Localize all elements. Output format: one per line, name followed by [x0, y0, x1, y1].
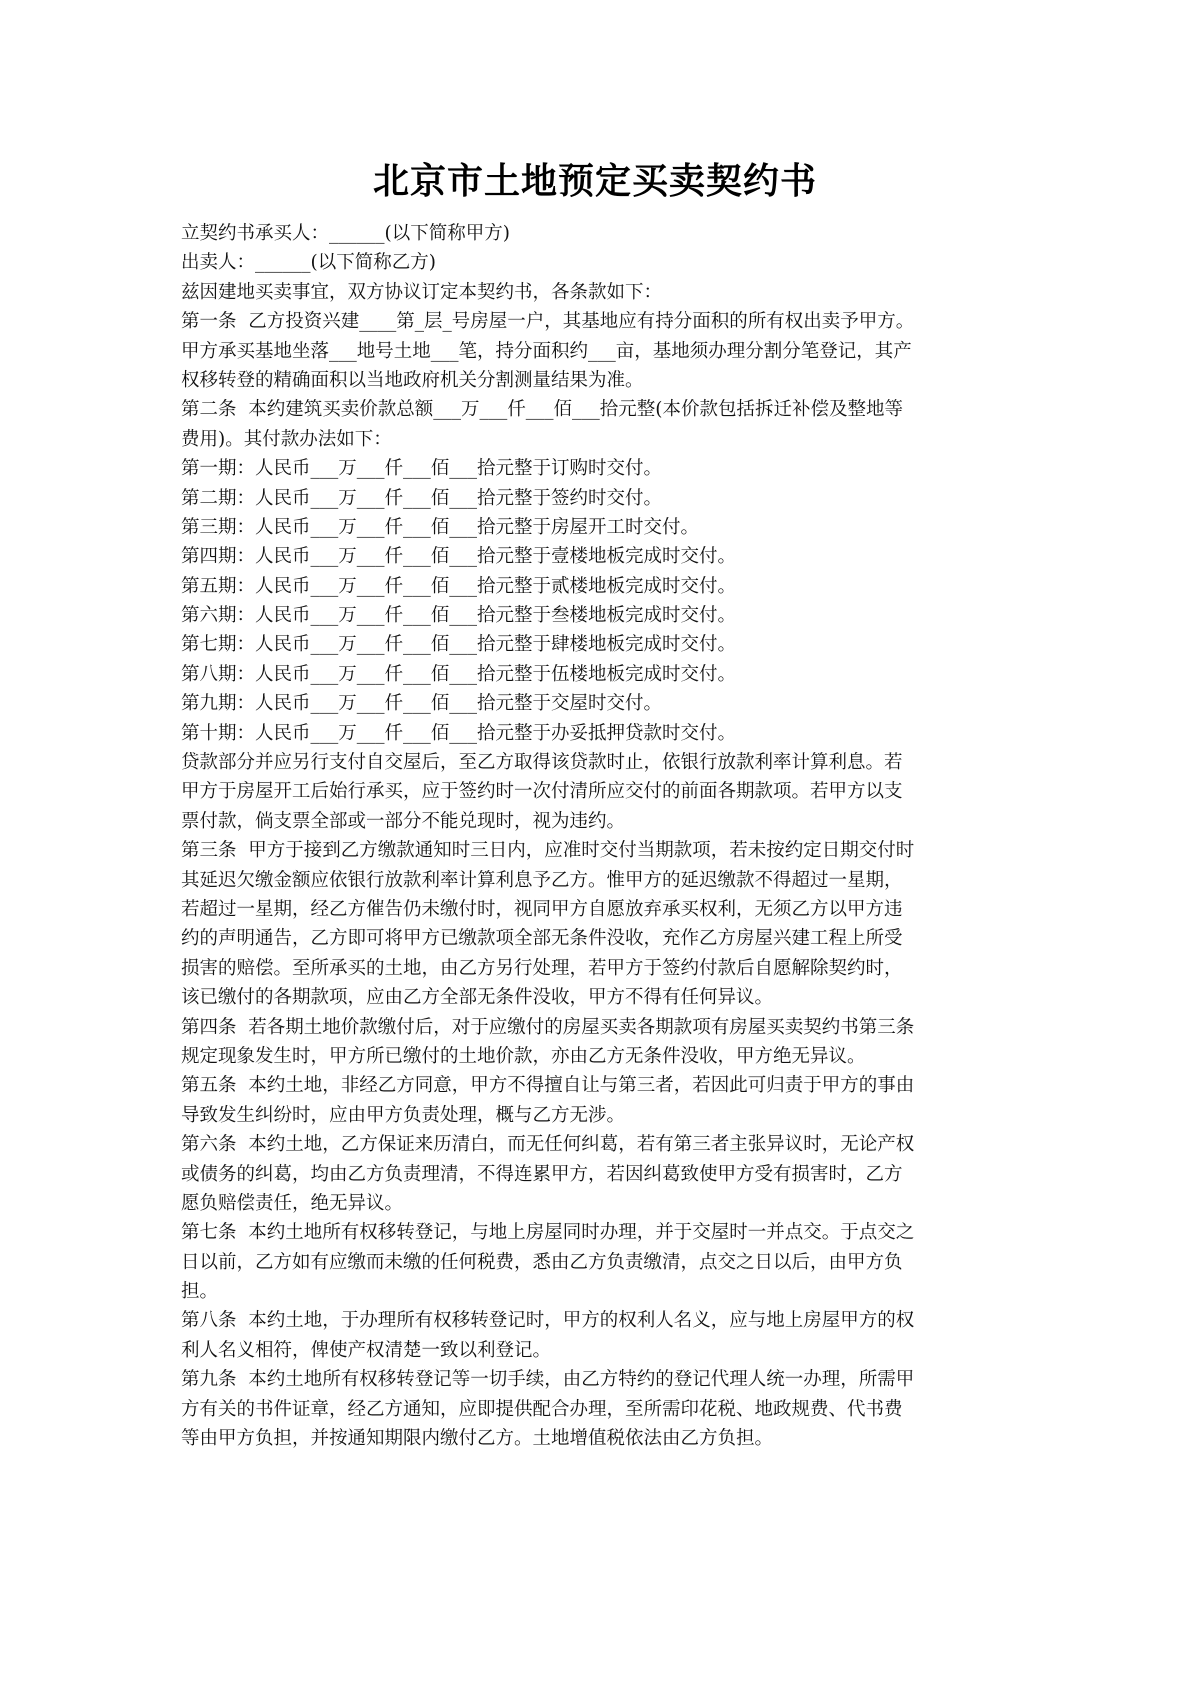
text-line: 第一条 乙方投资兴建____第_层_号房屋一户，其基地应有持分面积的所有权出卖予甲方。: [181, 311, 915, 333]
text-line: 导致发生纠纷时，应由甲方负责处理，概与乙方无涉。: [181, 1104, 626, 1126]
text-line: 甲方于房屋开工后始行承买，应于签约时一次付清所应交付的前面各期款项。若甲方以支: [181, 781, 903, 803]
text-line: 立契约书承买人：______(以下简称甲方): [181, 223, 510, 244]
text-line: 第一期：人民币___万___仟___佰___拾元整于订购时交付。: [181, 458, 663, 480]
text-line: 规定现象发生时，甲方所已缴付的土地价款，亦由乙方无条件没收，甲方绝无异议。: [181, 1045, 866, 1067]
text-line: 权移转登的精确面积以当地政府机关分割测量结果为准。: [181, 369, 644, 391]
text-line: 利人名义相符，俾使产权清楚一致以利登记。: [181, 1339, 552, 1361]
text-line: 日以前，乙方如有应缴而未缴的任何税费，悉由乙方负责缴清，点交之日以后，由甲方负: [181, 1251, 903, 1273]
text-line: 甲方承买基地坐落___地号土地___笔，持分面积约___亩，基地须办理分割分笔登记，其产: [181, 340, 912, 362]
text-line: 第六条 本约土地，乙方保证来历清白，而无任何纠葛，若有第三者主张异议时，无论产权: [181, 1134, 915, 1156]
text-line: 方有关的书件证章，经乙方通知，应即提供配合办理，至所需印花税、地政规费、代书费: [181, 1398, 903, 1420]
text-line: 第九期：人民币___万___仟___佰___拾元整于交屋时交付。: [181, 693, 663, 715]
text-line: 费用)。其付款办法如下：: [181, 428, 392, 450]
text-line: 第八条 本约土地，于办理所有权移转登记时，甲方的权利人名义，应与地上房屋甲方的权: [181, 1310, 915, 1332]
text-line: 等由甲方负担，并按通知期限内缴付乙方。土地增值税依法由乙方负担。: [181, 1428, 774, 1450]
text-line: 若超过一星期，经乙方催告仍未缴付时，视同甲方自愿放弃承买权利，无须乙方以甲方违: [181, 898, 903, 920]
text-line: 第七期：人民币___万___仟___佰___拾元整于肆楼地板完成时交付。: [181, 634, 737, 656]
text-line: 约的声明通告，乙方即可将甲方已缴款项全部无条件没收，充作乙方房屋兴建工程上所受: [181, 928, 903, 950]
text-line: 第二期：人民币___万___仟___佰___拾元整于签约时交付。: [181, 487, 663, 509]
text-line: 第四条 若各期土地价款缴付后，对于应缴付的房屋买卖各期款项有房屋买卖契约书第三条: [181, 1016, 915, 1038]
text-line: 第十期：人民币___万___仟___佰___拾元整于办妥抵押贷款时交付。: [181, 722, 737, 744]
text-line: 其延迟欠缴金额应依银行放款利率计算利息予乙方。惟甲方的延迟缴款不得超过一星期，: [181, 869, 903, 891]
text-line: 第四期：人民币___万___仟___佰___拾元整于壹楼地板完成时交付。: [181, 546, 737, 568]
text-line: 第八期：人民币___万___仟___佰___拾元整于伍楼地板完成时交付。: [181, 663, 737, 685]
text-line: 或债务的纠葛，均由乙方负责理清，不得连累甲方，若因纠葛致使甲方受有损害时，乙方: [181, 1163, 903, 1185]
text-line: 该已缴付的各期款项，应由乙方全部无条件没收，甲方不得有任何异议。: [181, 987, 774, 1009]
text-line: 第七条 本约土地所有权移转登记，与地上房屋同时办理，并于交屋时一并点交。于点交之: [181, 1222, 915, 1244]
text-line: 愿负赔偿责任，绝无异议。: [181, 1192, 404, 1214]
text-line: 第二条 本约建筑买卖价款总额___万___仟___佰___拾元整(本价款包括拆迁补偿及整地等: [181, 399, 903, 421]
text-line: 担。: [181, 1281, 219, 1303]
document-body: [181, 219, 1041, 1453]
text-line: 出卖人：______(以下简称乙方): [181, 252, 436, 274]
text-line: 兹因建地买卖事宜，双方协议订定本契约书，各条款如下：: [181, 281, 663, 303]
text-line: 贷款部分并应另行支付自交屋后，至乙方取得该贷款时止，依银行放款利率计算利息。若: [181, 752, 903, 774]
text-line: 第九条 本约土地所有权移转登记等一切手续，由乙方特约的登记代理人统一办理，所需甲: [181, 1369, 915, 1391]
text-line: 损害的赔偿。至所承买的土地，由乙方另行处理，若甲方于签约付款后自愿解除契约时，: [181, 957, 903, 979]
text-line: 第五条 本约土地，非经乙方同意，甲方不得擅自让与第三者，若因此可归责于甲方的事由: [181, 1075, 915, 1097]
text-line: 票付款，倘支票全部或一部分不能兑现时，视为违约。: [181, 810, 626, 832]
text-line: 第三条 甲方于接到乙方缴款通知时三日内，应准时交付当期款项，若未按约定日期交付时: [181, 840, 915, 862]
document-title: 北京市土地预定买卖契约书: [372, 161, 817, 202]
text-line: 第三期：人民币___万___仟___佰___拾元整于房屋开工时交付。: [181, 516, 700, 538]
text-line: 第六期：人民币___万___仟___佰___拾元整于叁楼地板完成时交付。: [181, 605, 737, 627]
text-line: 第五期：人民币___万___仟___佰___拾元整于贰楼地板完成时交付。: [181, 575, 737, 597]
